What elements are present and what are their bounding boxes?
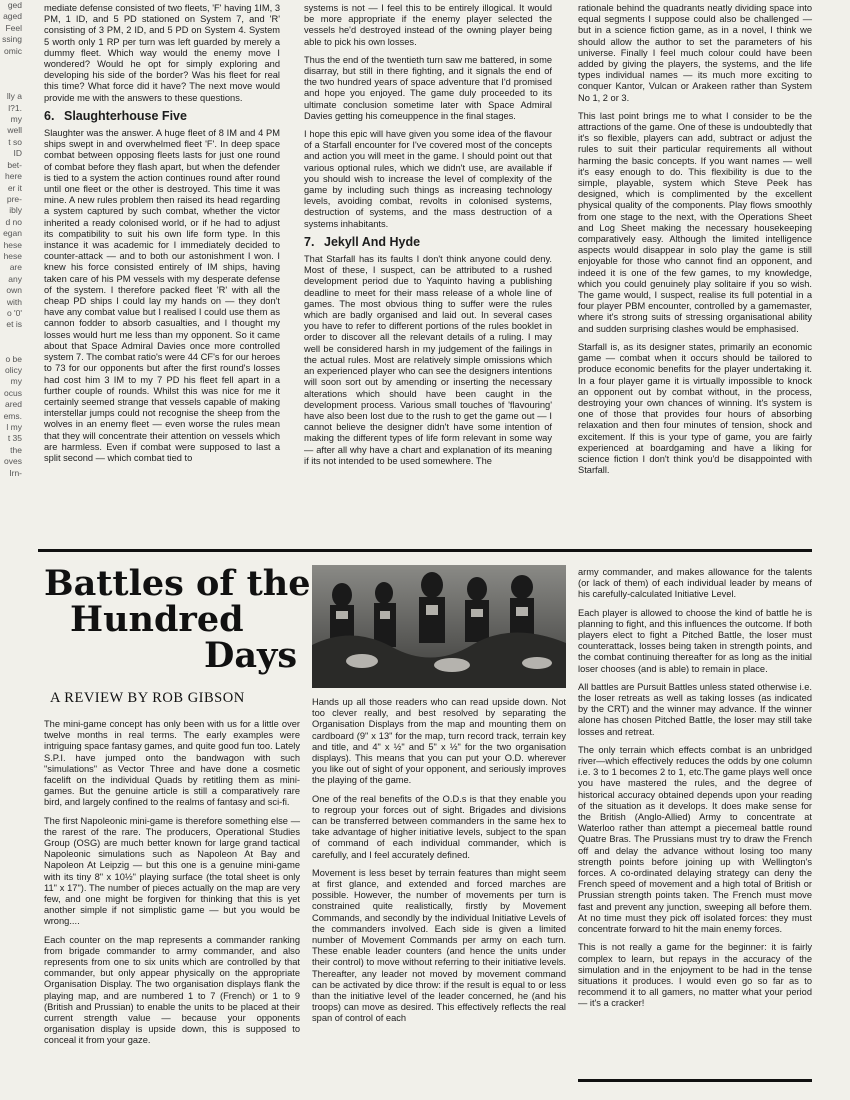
margin-fragment: any [8, 273, 22, 284]
margin-fragment: t 35 [7, 433, 22, 444]
margin-fragment: l?1. [8, 102, 22, 113]
paragraph: All battles are Pursuit Battles unless stated otherwise i.e. the loser retreats as well as taking losses (as indicated by the CRT) and the winner may advance. If the winner alone has chosen Pitched Battle, the loser may still take losses and retreat. [578, 681, 812, 737]
margin-fragment: my [10, 114, 22, 125]
column-1 [44, 3, 280, 471]
margin-fragment: the [10, 444, 22, 455]
margin-fragment: my [10, 376, 22, 387]
paragraph: Starfall is, as its designer states, primarily an economic game — combat when it occurs should be tailored to produce economic benefits for the player undertaking it. In a four player game it is virtually impossible to knock an opponent out by combat without, in the process, destroying your own chances of winning. It's system is one of those that provides four hours of absorbing relaxation and then four minutes of tension, shock and excitement. If this is your type of game, you are fairly experienced at boardgaming and have a liking for science fiction I don't think you'd be disappointed with Starfall. [578, 341, 812, 476]
column-4 [44, 719, 300, 1054]
title-line: Hundred [70, 599, 244, 640]
paragraph: army commander, and makes allowance for the talents (or lack of them) of each individual leader by means of his carefully-calculated Initiative Level. [578, 567, 812, 600]
column-3 [578, 3, 812, 483]
margin-fragment [0, 342, 22, 353]
paragraph: I hope this epic will have given you some idea of the flavour of a Starfall encounter for I've covered most of the concepts and action you will meet in the game. I should point out that various optional rules, which we didn't use, are available if you should wish to increase the level of complexity of the game by including such things as increasing technology levels, avoiding combat, revolts in colonised systems, destruction of systems, and the mass destruction of a systems inhabitants. [304, 129, 552, 229]
paragraph: The first Napoleonic mini-game is therefore something else — the rarest of the rare. The producers, Operational Studies Group (OSG) are much better known for large grand tactical Napoleonic simulations such as Napoleon At Bay and Napoleon At Leipzig — but this one is a genuine mini-game with its tiny 8" x 10½" playing surface (the total sheet is only 11" x 17"). The number of pieces actually on the map are very few, and one might be forgiven for thinking that this is yet another simple if not simplistic game — but you would be wrong.... [44, 815, 300, 927]
paragraph: Each counter on the map represents a commander ranking from brigade commander to army commander, and also represents from one to six units which are controlled by that commander, but only appear physically on the appropriate Organisation Display. The two organisation displays flank the playing map, and are numbered 1 to 7 (French) or 1 to 9 (British and Prussian) to enable the units to be placed at their current strength value — because your opponents organisation display is upside down, this is supposed to conceal it from your gaze. [44, 934, 300, 1046]
paragraph: The mini-game concept has only been with us for a little over twelve months in real terms. The early examples were intriguing space fantasy games, and quite good fun too. Lately S.P.I. have jumped onto the bandwagon with such "simulations" as Vector Three and have done a cosmetic facelift on the individual Quads by retitling them as mini-games. But the genuine article is still a comparatively rare bird, and largely confined to the realms of fantasy and sci-fi. [44, 719, 300, 808]
margin-fragment: et is [6, 319, 22, 330]
margin-fragment: well [7, 125, 22, 136]
margin-fragment: ems. [3, 410, 22, 421]
title-line: Days [204, 635, 298, 676]
margin-fragment [0, 57, 22, 68]
margin-fragment [0, 68, 22, 79]
paragraph: rationale behind the quadrants neatly dividing space into equal segments I suppose could also be challenged — but in a science fiction game, as in a novel, I think we should allow the author to set the parameters of his universe. Finally I feel much colour could have been added by giving the players, the systems, and the life types individual names — its much more exciting to conquer Kantor, Vulcan or Arakeen rather than System No 1, 2 or 3. [578, 3, 812, 103]
margin-fragment: bet- [7, 159, 22, 170]
paragraph: Each player is allowed to choose the kind of battle he is planning to fight, and this influences the outcome. If both players elect to fight a Pitched Battle, the loser must counterattack, losses being taken in strength points, and the combat continuing thereafter for as long as the initial loser chooses (and is able) to remain in place. [578, 607, 812, 674]
margin-fragment: are [9, 262, 22, 273]
column-6 [578, 567, 812, 1017]
margin-fragment: own [6, 285, 22, 296]
paragraph: systems is not — I feel this to be entirely illogical. It would be more appropriate if the enemy player selected the vessels he'd destroyed instead of the owning player being able to pick his own losses. [304, 3, 552, 47]
byline: A REVIEW BY ROB GIBSON [50, 690, 245, 706]
section-heading: 7. Jekyll And Hyde [304, 234, 421, 249]
margin-fragment: hese [3, 250, 22, 261]
margin-fragment: aged [3, 11, 22, 22]
margin-fragment: ared [4, 399, 22, 410]
title-line: Battles of the [44, 563, 311, 604]
margin-fragment: oves [4, 456, 22, 467]
margin-fragment: Irn- [9, 467, 22, 478]
margin-fragment [0, 331, 22, 342]
margin-fragment: ged [7, 0, 22, 10]
review-title [44, 563, 314, 676]
section-heading: 6. Slaughterhouse Five [44, 108, 187, 123]
cavalry-photo [312, 565, 566, 688]
paragraph: Thus the end of the twentieth turn saw me battered, in some disarray, but still in there fighting, and it signals the end of the two hundred years of space adventure that I'd promised and hope you enjoyed. The game duly proceeded to its ultimate conclusion sometime later with Space Admiral Davies getting his comeuppence in the final stages. [304, 54, 552, 121]
paragraph: Slaughter was the answer. A huge fleet of 8 IM and 4 PM ships swept in and overwhelmed fleet 'F'. In deep space combat between opposing fleets lasts for just one round of combat before they flash apart, but when the defender is tied to a system the action continues round after round until one fleet or the other is destroyed. This time it was mine. A new rules problem then raised its head regarding a system captured by such combat, whether the victor inherited a ready colonised world, or if he had to adjust its compatibility to suit his own life form type. In this instance it was academic for I immediately decided to counter-attack — and to both our astonishment I won. I knew his force consisted entirely of IM ships, having taken care of his PM vessels with my desperate defense of the system. I therefore packed fleet 'R' with all the cheap PD ships I could lay my hands on — they don't have any combat value but I realised I could use them as cannon fodder to absorb casualties, and I thought my losses would hurt me less than my opponent. So it came about that Space Admiral Davies once more controlled system 7. The combat ratio's were 44 CF's for our heroes to 73 for our opponents but after the first round's losses had cost him 3 IM to my 7 PD his fleet fell apart in a further couple of rounds. Whilst this was nice for me it certainly seemed strange that vessels capable of making interstellar jumps could not recognise the sheep from the wolves in an enemy fleet — even worse the rules mean that they will concentrate their attention on vessels which are harmless. Even if combat were supposed to last a split second — which combat tied to [44, 128, 280, 463]
margin-fragment: Feel [5, 22, 22, 33]
margin-fragment: er it [7, 182, 22, 193]
paragraph: One of the real benefits of the O.D.s is that they enable you to regroup your forces out of sight. Brigades and divisions can be transferred between commanders in the same hex to take advantage of higher initiative levels, subject to the span of command of each individual commander, which is carefully, and I feel accurately defined. [312, 793, 566, 860]
end-rule [578, 1079, 812, 1082]
margin-fragment: o '0' [6, 307, 22, 318]
margin-fragment: ibly [9, 205, 22, 216]
margin-fragment: olicy [4, 365, 22, 375]
margin-fragment: lly a [6, 91, 22, 102]
margin-fragment: ocus [4, 387, 22, 398]
margin-fragment: d no [5, 216, 22, 227]
paragraph: The only terrain which effects combat is an unbridged river—which effectively reduces the odds by one column i.e. 3 to 1 becomes 2 to 1, etc.The game plays well once you have mastered the rules, and the degree of historical accuracy obtained depends upon your reading of the situation as it develops. It does make sense for the British (Anglo-Allied) Army to concentrate at Waterloo rather than attempt a piecemeal battle round Quatre Bras. The Prussians must try to draw the French off and delay the advance without losing too many strength points before joining up with Wellington's forces. A co-ordinated delaying strategy can deny the French speed of movement and a high total of British or Prussian strength points taken. The French must move fast and prevent any junction, sweeping all before them. At no time must they pick off isolated forces: they must concentrate forward to hit the main enemy forces. [578, 744, 812, 935]
margin-fragment: ssing [2, 34, 22, 45]
paragraph: Movement is less beset by terrain features than might seem at first glance, and extended and forced marches are possible. However, the number of movements per turn is constrained quite realistically, firstly by Movement Commands, and secondly by the individual Initiative Levels of the commanders involved. Each side is given a limited number of Movement Commands per army on each turn. These enable leader counters (and hence the units under their control) to move without referring to their initiative levels. Thereafter, any leader not moved by movement command can be activated by dice throw: if the result is equal to or less than the initiative level of the leader concerned, he (and his troops) can move as desired. This effectively reflects the real span of control of each [312, 867, 566, 1024]
margin-fragment: l my [6, 422, 22, 433]
margin-fragment: o be [5, 353, 22, 364]
margin-fragment: here [4, 171, 22, 182]
column-5 [312, 697, 566, 1032]
section-divider [38, 549, 812, 552]
column-2 [304, 3, 552, 474]
margin-fragment: egan [3, 228, 22, 239]
margin-fragment: t so [8, 136, 22, 147]
paragraph: That Starfall has its faults I don't think anyone could deny. Most of these, I suspect, can be attributed to a rushed development period due to Yaquinto having a publishing deadline to meet for their mass release of a whole line of games. The most obvious thing to suffer were the rules which are badly organised and laid out. In several cases you have to refer to different portions of the rules booklet in order to discover all the relevant details of a ruling. I may well be considered harsh in my judgement of the failings in the actual rules. Most are relatively simple omissions which an experienced player who can see the designers intentions will soon sort out by amending or inserting the necessary alterations which should have been caught in the development process. Various small touches of 'flavouring' have also been lost due to the rush to get the game out — I cannot believe the designer didn't have some intention of making the different types of life form relevant in some way — after all why have a chart and explanation of its meaning if its not intended to be used somewhere. The [304, 254, 552, 466]
paragraph: This last point brings me to what I consider to be the attractions of the game. One of these is undoubtedly that it's so flexible, players can add, subtract or adjust the rules to suit their particular requirements all without harming the basic concepts. If you want names — well it's easy enough to do. This flexibility is due to the simple, playable, system which Steve Peek has designed, which is complimented by the excellent physical quality of the components. Play flows smoothly from one stage to the next, with the Operations Sheet and Log Sheet making the necessary housekeeping comparatively easy. Although the limited intelligence aspects would disappear in solo play the game is still enjoyable for those who cannot find an opponent, and indeed it is one of the few games, to my knowledge, which you could genuinely play solitaire if you so wish. The game would, I suspect, realise its full potential in a four player PBM encounter, controlled by a gamemaster, where it's strong suits of stressing organisational ability and sudden surprising clashes would be emphasised. [578, 110, 812, 334]
paragraph: This is not really a game for the beginner: it is fairly complex to learn, but repays in the accuracy of the simulation and in the enjoyment to be had in the tense situations it produces. I would even go so far as to recommend it to all gamers, no matter what your period — it's a cracker! [578, 942, 812, 1009]
margin-fragment: omic [4, 45, 22, 56]
left-margin-fragments [0, 0, 22, 540]
margin-fragment [0, 80, 22, 91]
margin-fragment: with [6, 296, 22, 307]
margin-fragment: hese [3, 239, 22, 250]
margin-fragment: pre- [6, 193, 22, 204]
margin-fragment: ID [13, 148, 22, 159]
paragraph: Hands up all those readers who can read upside down. Not too clever really, and best resolved by separating the Organisation Displays from the map and mounting them on cardboard (9" x 13" for the map, turn record track, terrain key and title, and 4" x ½" and 5" x ½" for the two organisation displays). This means that you can put your O.D. wherever you like out of sight of your opponent, and seriously improves the playing of the game. [312, 697, 566, 786]
paragraph: mediate defense consisted of two fleets, 'F' having 1IM, 3 PM, 1 ID, and 5 PD stationed on System 7, and 'R' consisting of 3 PM, 2 ID, and 5 PD on System 4. System 5 worth only 1 RP per turn was left guarded by merely a dummy fleet. Which way would the enemy move I wondered? Would he opt for simply exploring and developing his side of the border? Was his fleet for real this time? What force did it have? The next move would provide me with the answers to these questions. [44, 3, 280, 103]
